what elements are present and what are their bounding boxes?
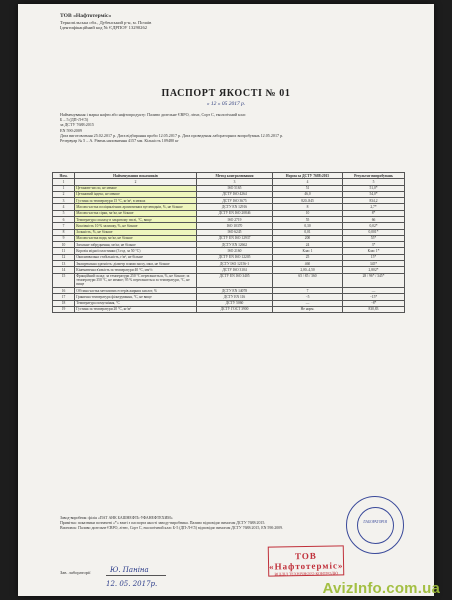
cell-norm: 55 bbox=[273, 216, 343, 222]
manufacture-dates: Дата виготовлення 25.02.2017 р. Дата відбирання проби 12.05.2017 р. Дата проведення лабораторних випробувань 12.05.2017 р. bbox=[60, 132, 284, 138]
cell-indicator: Окиснювальна стабільність, г/м³, не більше bbox=[75, 254, 197, 260]
product-standard: за ДСТУ 7688:2015 bbox=[60, 122, 94, 128]
cell-method: ДСТУ EN 14078 bbox=[197, 287, 273, 293]
round-stamp-text: ЛАБОРАТОРІЯ bbox=[363, 520, 387, 524]
cell-norm: 10 bbox=[273, 210, 343, 216]
cell-result: 8* bbox=[343, 210, 405, 216]
cell-method: ДСТУ EN 12916 bbox=[197, 204, 273, 210]
cell-indicator: Кінематична в'язкість за температури 40 °С, мм²/с bbox=[75, 267, 197, 273]
cell-method: ISO 2719 bbox=[197, 216, 273, 222]
org-license: Ідентифікаційний код № ЄДРПОУ 13290262 bbox=[60, 25, 148, 31]
product-line: Найменування і марка нафти або нафтопродукту: Паливо дизельне ЄВРО, літнє, Сорт С, екологічний клас bbox=[60, 112, 246, 117]
cell-result: 28 / 96* / 345* bbox=[343, 273, 405, 287]
red-stamp bbox=[268, 545, 345, 576]
col-number: 4 bbox=[273, 179, 343, 185]
cell-num: 7 bbox=[53, 223, 75, 229]
signature-label: Зав. лабораторії bbox=[60, 570, 91, 575]
quality-table bbox=[52, 172, 405, 313]
cell-indicator: Цетановий індекс, не менше bbox=[75, 191, 197, 197]
cell-indicator: Корозія мідної пластинки (3 год. за 50 °С) bbox=[75, 248, 197, 254]
col-number: 5 bbox=[343, 179, 405, 185]
cell-norm: 25 bbox=[273, 254, 343, 260]
product-standard-en: EN 590:2009 bbox=[60, 127, 82, 133]
product-grade: Б – 5 (ДП-Л-Є5) bbox=[60, 117, 89, 123]
cell-indicator: Температура спалаху в закритому тиглі, °С, вище bbox=[75, 216, 197, 222]
cell-indicator: Коксівність 10 % залишку, %, не більше bbox=[75, 223, 197, 229]
org-address: Тернопільська обл., Дубенський р-н, м. Почаїв bbox=[60, 19, 152, 25]
col-number: 3 bbox=[197, 179, 273, 185]
cell-method: ДСТУ EN 116 bbox=[197, 294, 273, 300]
cell-norm: 460 bbox=[273, 260, 343, 266]
cell-method: ISO 2160 bbox=[197, 248, 273, 254]
stamp-big-text: ТОВ «Нафтотерміс» bbox=[269, 550, 344, 572]
cell-num: 10 bbox=[53, 242, 75, 248]
cell-indicator: Гранична температура фільтрування, °С, не вище bbox=[75, 294, 197, 300]
cell-indicator: Масова частка поліциклічних ароматичних вуглеводнів, %, не більше bbox=[75, 204, 197, 210]
cell-method: ДСТУ EN ISO 20846 bbox=[197, 210, 273, 216]
cell-norm: — bbox=[273, 300, 343, 306]
document-title: ПАСПОРТ ЯКОСТІ № 01 bbox=[161, 88, 291, 99]
col-number: 1 bbox=[53, 179, 75, 185]
cell-method: ДСТУ ГОСТ 3900 bbox=[197, 306, 273, 312]
cell-num: 15 bbox=[53, 273, 75, 287]
cell-num: 6 bbox=[53, 216, 75, 222]
signature-block bbox=[60, 566, 149, 575]
cell-method: ДСТУ EN 12662 bbox=[197, 242, 273, 248]
cell-norm: 2,00–4,50 bbox=[273, 267, 343, 273]
cell-method: ДСТУ ISO 12156-1 bbox=[197, 260, 273, 266]
cell-result: 834,2 bbox=[343, 198, 405, 204]
cell-result: 3* bbox=[343, 242, 405, 248]
cell-norm: 0,01 bbox=[273, 229, 343, 235]
table-row bbox=[53, 306, 405, 312]
cell-result: 345* bbox=[343, 260, 405, 266]
cell-method: ДСТУ ISO 3104 bbox=[197, 267, 273, 273]
cell-result: 0,02* bbox=[343, 223, 405, 229]
round-stamp bbox=[346, 496, 404, 554]
footer-note: Примітка: показники позначені «*» взяті з паспорта якості заводу-виробника. Паливо відповідає вимогам ДСТУ 7688:2015. bbox=[60, 521, 266, 525]
cell-indicator: Зольність, %, не більше bbox=[75, 229, 197, 235]
cell-num: 8 bbox=[53, 229, 75, 235]
col-number: 2 bbox=[75, 179, 197, 185]
cell-result: Клас 1* bbox=[343, 248, 405, 254]
cell-result: 55* bbox=[343, 235, 405, 241]
cell-norm: 46,0 bbox=[273, 191, 343, 197]
cell-result: 0,001* bbox=[343, 229, 405, 235]
cell-method: ДСТУ ISO 3675 bbox=[197, 198, 273, 204]
handwritten-date: 12. 05. 2017р. bbox=[106, 580, 158, 588]
cell-norm: 820–845 bbox=[273, 198, 343, 204]
cell-indicator: Густина за температури 15 °С, кг/м³, в межах bbox=[75, 198, 197, 204]
cell-indicator: Загальне забруднення, мг/кг, не більше bbox=[75, 242, 197, 248]
cell-method: ISO 10370 bbox=[197, 223, 273, 229]
cell-num: 1 bbox=[53, 185, 75, 191]
manufacturer: Завод-виробник: філія «ПАТ АНК БАШНЕФТЬ-УФАНЕФТЕХИМ» bbox=[60, 516, 173, 520]
document-date: « 12 » 05 2017 р. bbox=[206, 101, 246, 107]
col-header-result: Результат випробувань bbox=[343, 173, 405, 179]
cell-num: 14 bbox=[53, 267, 75, 273]
org-header bbox=[60, 14, 151, 31]
cell-num: 16 bbox=[53, 287, 75, 293]
cell-indicator: Фракційний склад: за температури 250 °С переганяється, %, не більше; за температури 350 °С, не менше; 95 % переганяється за температури, °С, не вище bbox=[75, 273, 197, 287]
cell-norm: Не норм. bbox=[273, 306, 343, 312]
cell-norm: 8 bbox=[273, 204, 343, 210]
cell-num: 18 bbox=[53, 300, 75, 306]
cell-indicator: Об'ємна частка метилових естерів жирних кислот, % bbox=[75, 287, 197, 293]
cell-result: 2,802* bbox=[343, 267, 405, 273]
cell-num: 11 bbox=[53, 248, 75, 254]
cell-num: 13 bbox=[53, 260, 75, 266]
table-body bbox=[53, 185, 405, 313]
document-sheet bbox=[18, 4, 434, 596]
cell-method: ДСТУ 5060 bbox=[197, 300, 273, 306]
cell-indicator: Масова частка сірки, мг/кг, не більше bbox=[75, 210, 197, 216]
cell-num: 12 bbox=[53, 254, 75, 260]
cell-result: 51,0* bbox=[343, 185, 405, 191]
tank-info: Резервуар № 5 – А. Рівень наповнення 4157 мм. Кількість 109480 кг bbox=[60, 138, 179, 144]
cell-num: 5 bbox=[53, 210, 75, 216]
cell-norm: 51 bbox=[273, 185, 343, 191]
cell-indicator: Змащувальна здатність: діаметр плями зносу, мкм, не більше bbox=[75, 260, 197, 266]
cell-indicator: Масова частка води, мг/кг, не більше bbox=[75, 235, 197, 241]
cell-result: 15* bbox=[343, 254, 405, 260]
cell-result: −15* bbox=[343, 294, 405, 300]
cell-result: 2,7* bbox=[343, 204, 405, 210]
document-footer bbox=[60, 516, 390, 531]
cell-indicator: Густина за температури 20 °С, кг/м³ bbox=[75, 306, 197, 312]
cell-method: ДСТУ EN ISO 3405 bbox=[197, 273, 273, 287]
col-header-num: Ном. bbox=[53, 173, 75, 179]
stamp-small-text: ВІДДІЛ ТЕХНІЧНОГО КОНТРОЛЮ bbox=[274, 570, 339, 577]
cell-num: 3 bbox=[53, 198, 75, 204]
org-name: ТОВ «Нафтотерміс» bbox=[60, 13, 112, 19]
cell-norm: 24 bbox=[273, 242, 343, 248]
cell-indicator: Цетанове число, не менше bbox=[75, 185, 197, 191]
cell-norm: 7 bbox=[273, 287, 343, 293]
site-watermark: AvizInfo.com.ua bbox=[322, 580, 440, 597]
cell-result: −8* bbox=[343, 300, 405, 306]
cell-num: 2 bbox=[53, 191, 75, 197]
cell-num: 17 bbox=[53, 294, 75, 300]
cell-norm: 0,30 bbox=[273, 223, 343, 229]
cell-result: — bbox=[343, 287, 405, 293]
footer-conclusion: Висновок: Паливо дизельне ЄВРО, літнє, Сорт С, екологічний клас Б-5 (ДП-Л-Є5) відповідає вимогам ДСТУ 7688:2015, EN 590:2009. bbox=[60, 526, 284, 530]
cell-indicator: Температура помутніння, °С bbox=[75, 300, 197, 306]
product-meta bbox=[60, 112, 400, 143]
cell-method: ДСТУ EN ISO 12937 bbox=[197, 235, 273, 241]
col-header-name: Найменування показників bbox=[75, 173, 197, 179]
cell-norm: Клас 1 bbox=[273, 248, 343, 254]
signature-line bbox=[106, 575, 166, 576]
cell-norm: −5 bbox=[273, 294, 343, 300]
cell-method: ISO 5165 bbox=[197, 185, 273, 191]
cell-norm: 200 bbox=[273, 235, 343, 241]
cell-num: 9 bbox=[53, 235, 75, 241]
cell-method: ДСТУ EN ISO 12205 bbox=[197, 254, 273, 260]
cell-norm: 65 / 85 / 360 bbox=[273, 273, 343, 287]
col-header-method: Метод контролювання bbox=[197, 173, 273, 179]
cell-num: 19 bbox=[53, 306, 75, 312]
cell-num: 4 bbox=[53, 204, 75, 210]
cell-result: 66 bbox=[343, 216, 405, 222]
table-row bbox=[53, 273, 405, 287]
cell-method: ДСТУ ISO 4264 bbox=[197, 191, 273, 197]
signature-handwritten: Ю. Паніна bbox=[110, 566, 149, 574]
cell-result: 830,83 bbox=[343, 306, 405, 312]
cell-result: 54,0* bbox=[343, 191, 405, 197]
col-header-norm: Норма за ДСТУ 7688:2015 bbox=[273, 173, 343, 179]
cell-method: ISO 6245 bbox=[197, 229, 273, 235]
